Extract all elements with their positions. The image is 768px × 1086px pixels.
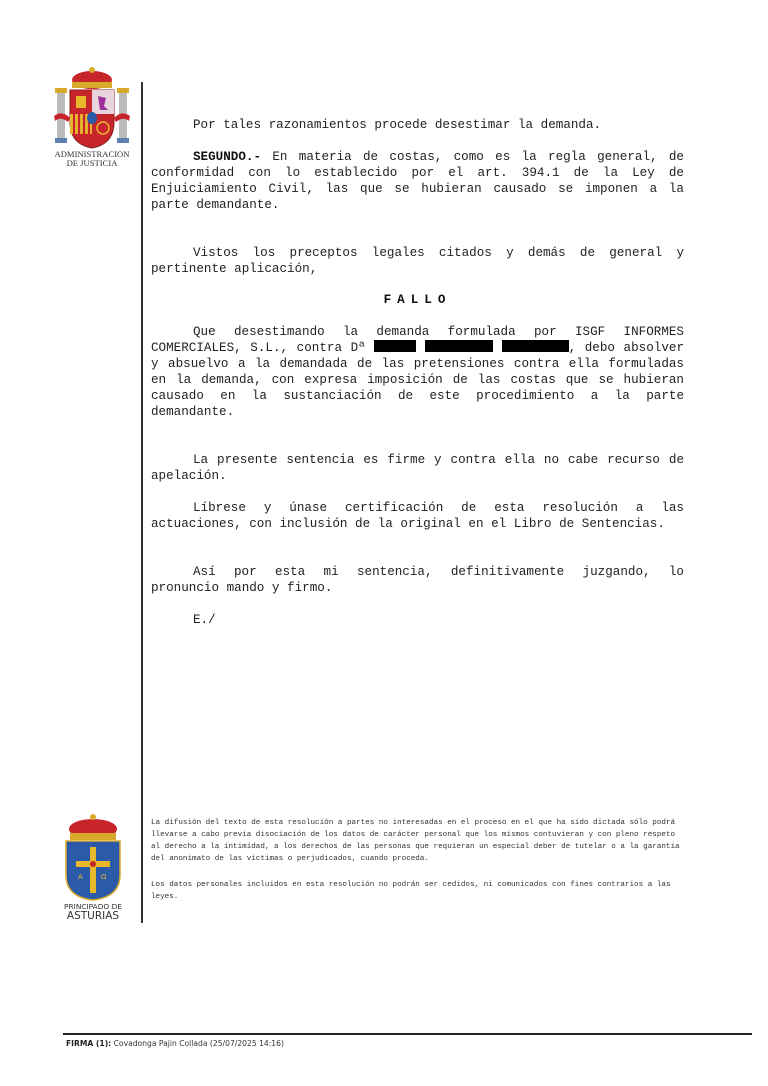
paragraph: Líbrese y únase certificación de esta resolución a las actuaciones, con inclusión de la original en el Libro de Sentencias. — [151, 501, 684, 531]
paragraph: Así por esta mi sentencia, definitivamente juzgando, lo pronuncio mando y firmo. — [151, 565, 684, 595]
spain-coat-of-arms-icon — [52, 66, 132, 174]
margin-rule — [141, 82, 143, 923]
redaction-block — [425, 340, 493, 352]
logo-caption-line: DE JUSTICIA — [66, 158, 118, 169]
paragraph-text: En materia de costas, como es la regla general, de conformidad con lo establecido por el art. 394.1 de la Ley de Enjuiciamiento Civil, las que se hubieran causado se imponen a la parte demandante. — [151, 150, 684, 212]
paragraph-text: , debo absolver y absuelvo a la demandada de las pretensiones contra ella formuladas en la demanda, con expresa imposición de las costas que se hubieran causado en la sustanciación de este procedimiento a la parte demandante. — [151, 341, 685, 419]
signature-value: Covadonga Pajin Collada (25/07/2025 14:16) — [113, 1039, 284, 1048]
paragraph: La presente sentencia es firme y contra ella no cabe recurso de apelación. — [151, 453, 684, 483]
logo-caption-line: PRINCIPADO DE — [64, 902, 122, 911]
paragraph-segundo — [151, 149, 684, 213]
logo-caption-line: ASTURIAS — [66, 909, 120, 922]
asturias-coat-of-arms-icon — [58, 813, 128, 933]
signature-label: FIRMA (1): — [66, 1039, 112, 1048]
section-heading: SEGUNDO.- — [193, 150, 262, 164]
paragraph-fallo — [151, 324, 684, 420]
redaction-block — [374, 340, 416, 352]
fallo-title: FALLO — [383, 293, 452, 307]
svg-text:A: A — [78, 873, 83, 881]
signature-footer — [66, 1039, 284, 1048]
footer-rule — [63, 1033, 752, 1035]
paragraph-text: Que desestimando la demanda formulada por ISGF INFORMES COMERCIALES, S.L., contra Dª — [151, 325, 684, 355]
paragraph: Vistos los preceptos legales citados y demás de general y pertinente aplicación, — [151, 246, 684, 276]
logo-caption-line: ADMINISTRACION — [54, 149, 130, 159]
svg-text:Ω: Ω — [101, 873, 107, 881]
redaction-block — [502, 340, 569, 352]
paragraph: Por tales razonamientos procede desestimar la demanda. — [193, 118, 602, 132]
privacy-notice: Los datos personales incluidos en esta resolución no podrán ser cedidos, ni comunicados con fines contrarios a las leyes. — [151, 881, 671, 901]
privacy-notice: La difusión del texto de esta resolución a partes no interesadas en el proceso en el que ha sido dictada sólo podrá llevarse a cabo previa disociación de los datos de carácter personal que los mismos contuvieran y con pleno respeto al derecho a la intimidad, a los derechos de las personas que requieran un especial deber de tutelar o a la garantía del anonimato de las victimas o perjudicados, cuando proceda. — [151, 819, 680, 863]
paragraph: E./ — [193, 613, 216, 627]
